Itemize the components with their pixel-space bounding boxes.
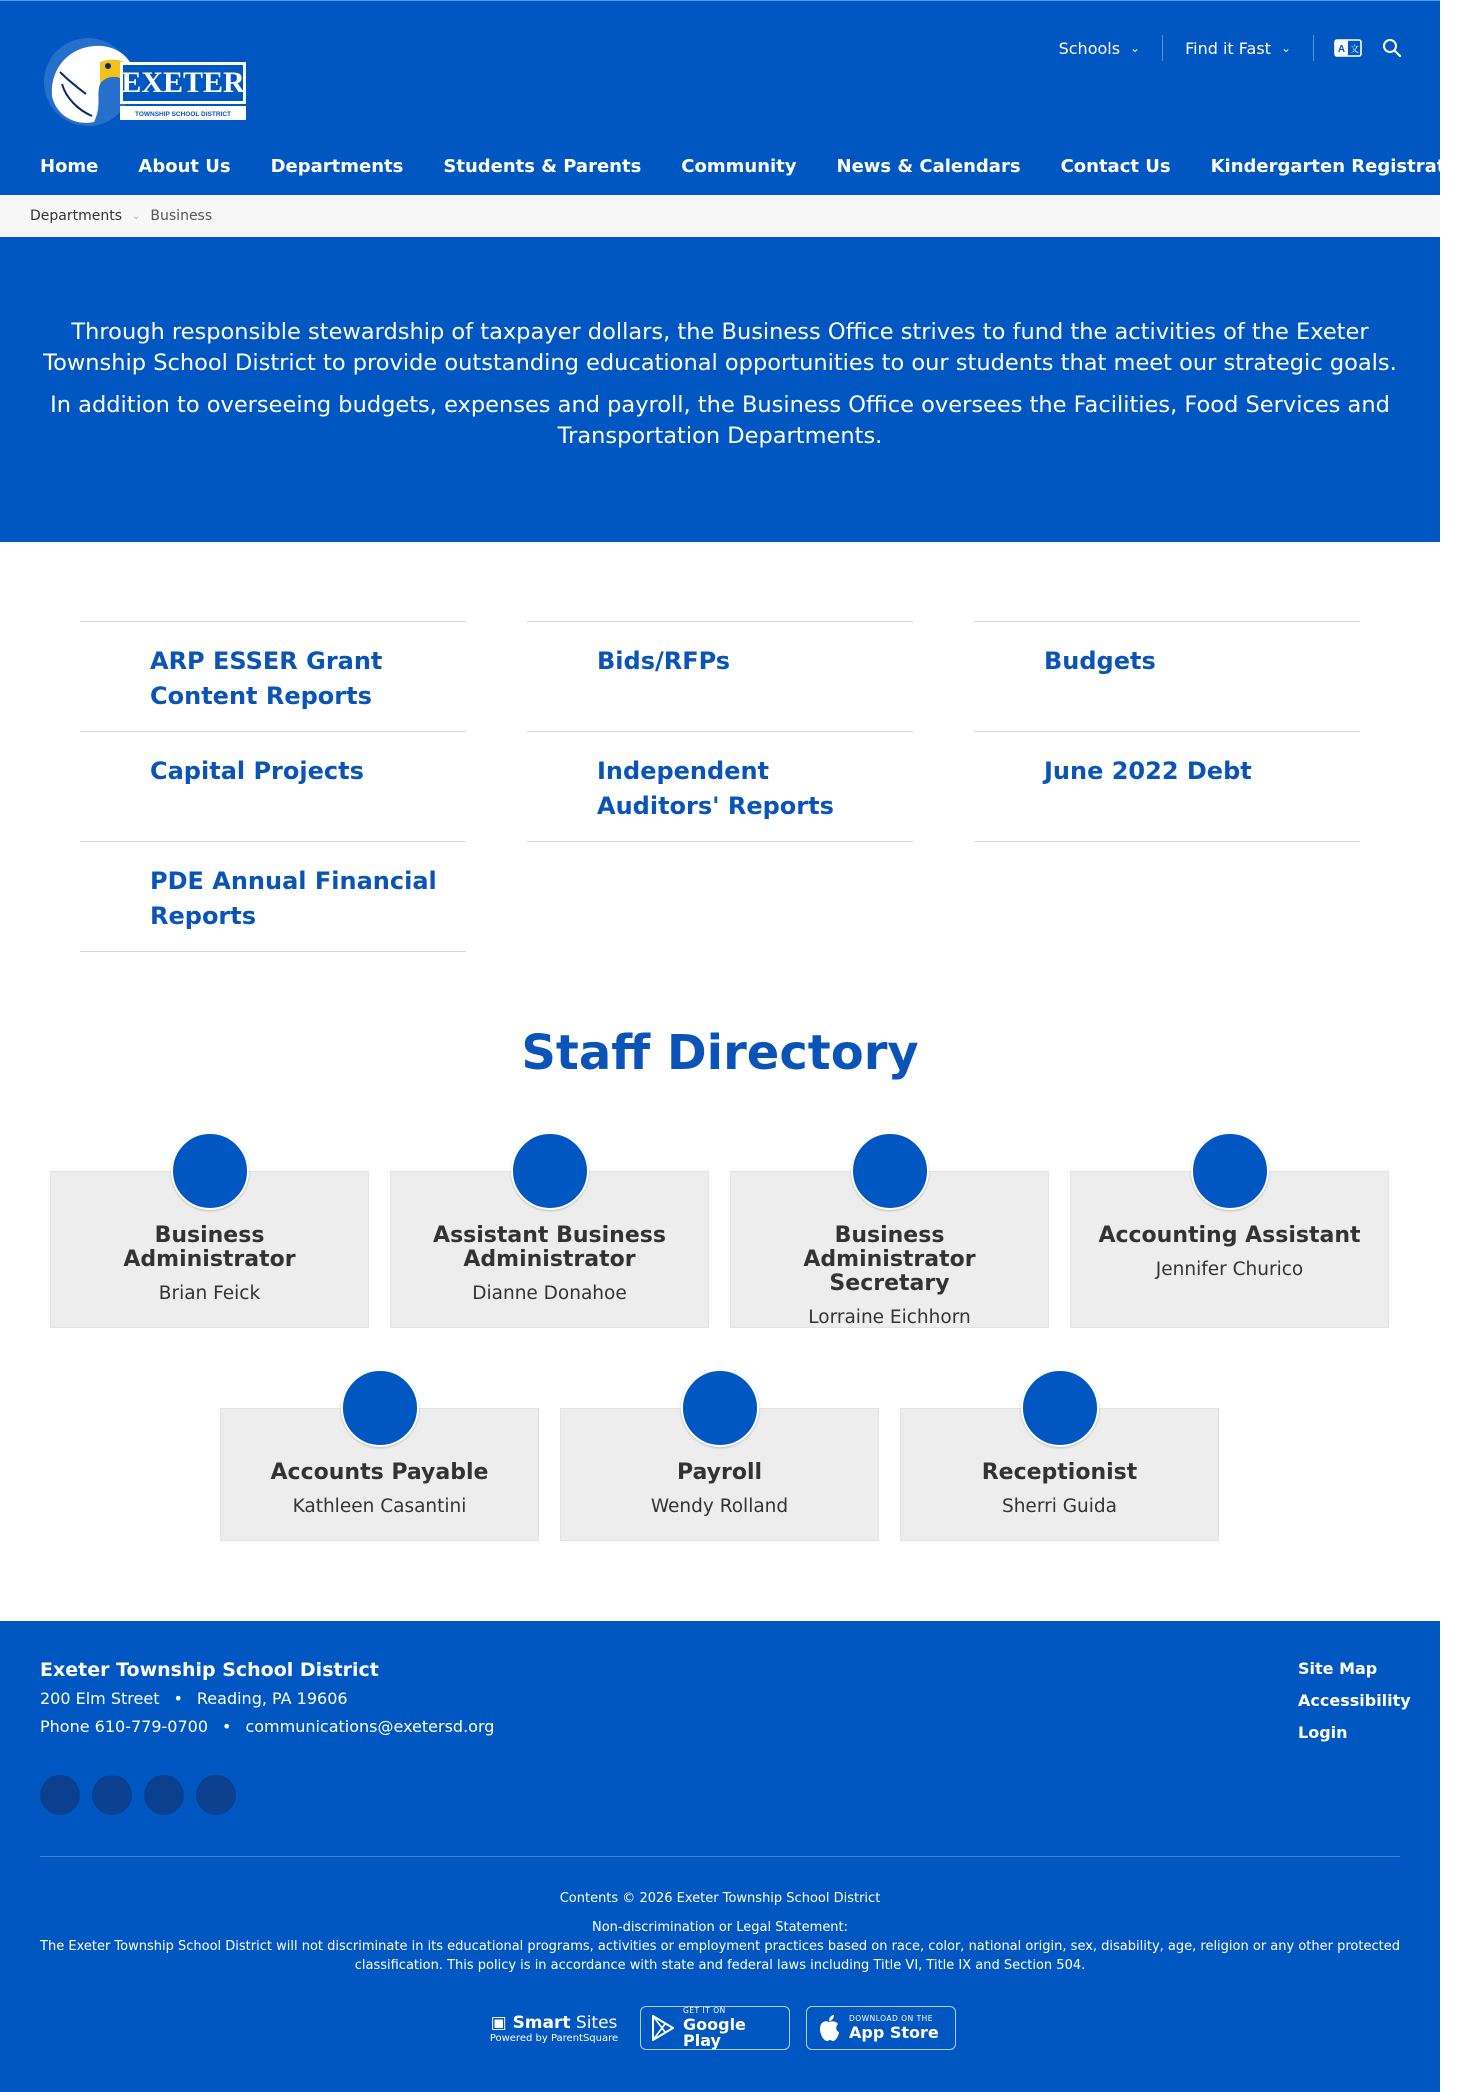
smart-sites-title <box>484 2013 624 2033</box>
footer-contact <box>40 1717 494 1736</box>
utility-nav <box>1037 35 1402 61</box>
app-badges <box>0 2006 1440 2050</box>
avatar <box>511 1132 589 1210</box>
svg-text:文: 文 <box>1349 44 1360 54</box>
link-cell <box>80 731 466 842</box>
search-icon <box>1382 38 1402 58</box>
link-june-2022-debt[interactable]: June 2022 Debt <box>1044 757 1252 785</box>
google-play-badge[interactable] <box>640 2006 790 2050</box>
link-independent-auditors[interactable]: Independent Auditors' Reports <box>597 757 834 820</box>
staff-role: Assistant Business Administrator <box>433 1223 666 1272</box>
nav-kindergarten-registration[interactable]: Kindergarten Registration <box>1210 156 1477 177</box>
chevron-down-icon: ⌄ <box>132 210 141 222</box>
social-icon[interactable] <box>144 1775 184 1815</box>
breadcrumb-departments[interactable]: Departments <box>30 208 123 224</box>
schools-dropdown[interactable] <box>1037 39 1163 58</box>
site-map-link[interactable]: Site Map <box>1298 1659 1378 1678</box>
social-icon[interactable] <box>92 1775 132 1815</box>
site-header <box>0 0 1477 195</box>
footer-district-name: Exeter Township School District <box>40 1659 379 1681</box>
smart-sites-sub: Powered by ParentSquare <box>489 2032 619 2044</box>
login-link[interactable]: Login <box>1298 1723 1348 1742</box>
svg-text:EXETER: EXETER <box>121 66 245 99</box>
nav-home[interactable]: Home <box>40 156 99 177</box>
staff-name: Brian Feick <box>158 1283 261 1304</box>
link-cell <box>527 621 913 732</box>
staff-name: Dianne Donahoe <box>472 1283 627 1304</box>
link-cell <box>527 731 913 842</box>
staff-card[interactable] <box>390 1171 709 1328</box>
footer-phone[interactable]: Phone 610-779-0700 <box>40 1717 208 1736</box>
footer-divider <box>40 1856 1400 1857</box>
social-links <box>40 1775 236 1815</box>
staff-role: Business Administrator <box>123 1223 296 1272</box>
avatar <box>171 1132 249 1210</box>
google-play-icon <box>651 2015 675 2041</box>
app-store-badge[interactable] <box>806 2006 956 2050</box>
avatar <box>1191 1132 1269 1210</box>
nav-about-us[interactable]: About Us <box>138 156 231 177</box>
exeter-eagle-logo[interactable] <box>42 36 248 131</box>
avatar <box>1021 1369 1099 1447</box>
smart-sites-light: Sites <box>570 2012 618 2033</box>
footer-email[interactable]: communications@exetersd.org <box>245 1717 495 1736</box>
app-store-big: App Store <box>849 2023 939 2043</box>
staff-role: Business Administrator Secretary <box>803 1223 976 1296</box>
link-bids-rfps[interactable]: Bids/RFPs <box>597 647 731 675</box>
svg-text:A: A <box>1337 44 1346 55</box>
separator-dot: • <box>173 1689 183 1708</box>
non-discrimination-statement <box>40 1918 1400 1975</box>
link-cell <box>974 621 1360 732</box>
link-cell <box>80 621 466 732</box>
google-play-big: Google Play <box>683 2015 746 2051</box>
staff-name: Jennifer Churico <box>1155 1259 1304 1280</box>
search-button[interactable] <box>1362 38 1402 58</box>
smart-sites-icon: ▣ <box>490 2012 507 2033</box>
breadcrumb-current: Business <box>150 208 213 224</box>
link-pde-annual-financial[interactable]: PDE Annual Financial Reports <box>150 867 437 930</box>
chevron-down-icon: ⌄ <box>1280 41 1291 55</box>
staff-card[interactable] <box>900 1408 1219 1541</box>
link-cell <box>80 841 466 952</box>
main-nav <box>40 156 1477 177</box>
staff-name: Kathleen Casantini <box>292 1496 467 1517</box>
smart-sites-badge[interactable] <box>484 2013 624 2044</box>
schools-label: Schools <box>1058 38 1121 58</box>
staff-role: Accounting Assistant <box>1098 1223 1361 1248</box>
staff-directory-title: Staff Directory <box>521 1025 919 1081</box>
staff-card[interactable] <box>50 1171 369 1328</box>
separator-dot: • <box>222 1717 232 1736</box>
link-capital-projects[interactable]: Capital Projects <box>150 757 364 785</box>
link-budgets[interactable]: Budgets <box>1044 647 1156 675</box>
google-play-small: GET IT ON <box>683 2005 726 2015</box>
staff-role: Payroll <box>676 1460 763 1485</box>
staff-card[interactable] <box>1070 1171 1389 1328</box>
intro-paragraph-1: Through responsible stewardship of taxpayer dollars, the Business Office strives to fund the activities of the Exeter Township School District to provide outstanding educational opportunities to our students that meet our strategic goals. <box>43 319 1397 376</box>
accessibility-link[interactable]: Accessibility <box>1298 1691 1411 1710</box>
breadcrumb <box>0 195 1440 237</box>
link-cell <box>974 731 1360 842</box>
apple-icon <box>817 2014 841 2042</box>
nondisc-title: Non-discrimination or Legal Statement: <box>591 1920 849 1935</box>
staff-card[interactable] <box>220 1408 539 1541</box>
nav-departments[interactable]: Departments <box>270 156 404 177</box>
avatar <box>851 1132 929 1210</box>
social-icon[interactable] <box>196 1775 236 1815</box>
social-icon[interactable] <box>40 1775 80 1815</box>
find-it-fast-label: Find it Fast <box>1185 38 1271 58</box>
app-store-small: DOWNLOAD ON THE <box>849 2013 934 2023</box>
staff-card[interactable] <box>560 1408 879 1541</box>
footer-city: Reading, PA 19606 <box>196 1689 348 1708</box>
site-footer <box>0 1621 1440 2092</box>
staff-name: Wendy Rolland <box>650 1496 789 1517</box>
translate-button[interactable] <box>1314 38 1362 58</box>
intro-banner <box>0 237 1440 542</box>
nav-news-calendars[interactable]: News & Calendars <box>836 156 1021 177</box>
staff-card[interactable] <box>730 1171 1049 1328</box>
avatar <box>341 1369 419 1447</box>
nav-contact-us[interactable]: Contact Us <box>1060 156 1171 177</box>
svg-text:TOWNSHIP SCHOOL DISTRICT: TOWNSHIP SCHOOL DISTRICT <box>134 111 232 118</box>
staff-name: Sherri Guida <box>1001 1496 1118 1517</box>
footer-links <box>1298 1659 1411 1742</box>
staff-name: Lorraine Eichhorn <box>808 1307 971 1328</box>
find-it-fast-dropdown[interactable] <box>1163 39 1313 58</box>
chevron-down-icon: ⌄ <box>1130 41 1141 55</box>
footer-address <box>40 1689 348 1708</box>
nondisc-text: The Exeter Township School District will not discriminate in its educational programs, activities or employment practices based on race, color, national origin, sex, disability, age, religion or any other protected classification. This policy is in accordance with state and federal laws including Title VI, Title IX and Section 504. <box>40 1939 1400 1973</box>
footer-street: 200 Elm Street <box>40 1689 160 1708</box>
staff-role: Accounts Payable <box>270 1460 489 1485</box>
translate-icon <box>1334 38 1362 58</box>
nav-community[interactable]: Community <box>681 156 797 177</box>
avatar <box>681 1369 759 1447</box>
staff-role: Receptionist <box>981 1460 1138 1485</box>
nav-students-parents[interactable]: Students & Parents <box>443 156 642 177</box>
smart-sites-bold: Smart <box>512 2012 571 2033</box>
intro-paragraph-2: In addition to overseeing budgets, expenses and payroll, the Business Office oversees the Facilities, Food Services and Transportation Departments. <box>50 392 1390 449</box>
link-arp-esser[interactable]: ARP ESSER Grant Content Reports <box>150 647 383 710</box>
copyright: Contents © 2026 Exeter Township School District <box>559 1891 881 1906</box>
